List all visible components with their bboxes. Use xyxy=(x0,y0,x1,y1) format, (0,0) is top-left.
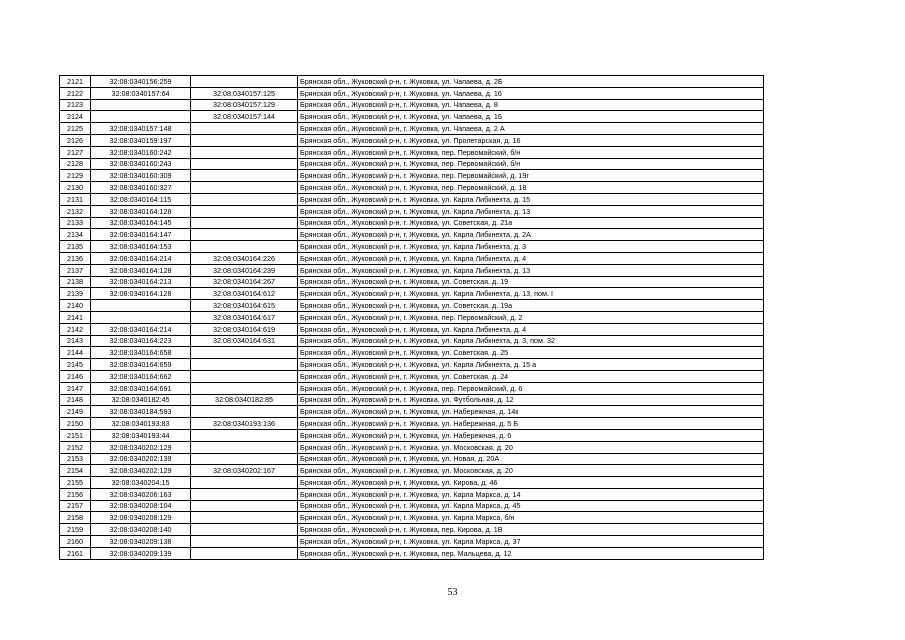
table-row xyxy=(60,99,764,111)
cadastral-number-cell: 32:08:0340160:309 xyxy=(91,170,191,182)
table-row xyxy=(60,123,764,135)
cadastral-number-cell: 32:08:0340164:213 xyxy=(91,276,191,288)
address-cell: Брянская обл., Жуковский р-н, г. Жуковка, ул. Карла Маркса, д. 14 xyxy=(298,488,764,500)
linked-cadastral-number-cell xyxy=(191,382,298,394)
table-row xyxy=(60,347,764,359)
address-cell: Брянская обл., Жуковский р-н, г. Жуковка, ул. Советская, д. 25 xyxy=(298,347,764,359)
row-number-cell: 2143 xyxy=(60,335,91,347)
table-row xyxy=(60,536,764,548)
address-cell: Брянская обл., Жуковский р-н, г. Жуковка, пер. Первомайский, б/н xyxy=(298,158,764,170)
address-cell: Брянская обл., Жуковский р-н, г. Жуковка, ул. Карла Либкнехта, д. 15 xyxy=(298,193,764,205)
linked-cadastral-number-cell: 32:08:0340164:631 xyxy=(191,335,298,347)
table-row xyxy=(60,111,764,123)
cadastral-number-cell: 32:08:0340209:139 xyxy=(91,547,191,559)
cadastral-number-cell: 32:08:0340164:214 xyxy=(91,323,191,335)
table-row xyxy=(60,394,764,406)
linked-cadastral-number-cell xyxy=(191,158,298,170)
linked-cadastral-number-cell xyxy=(191,477,298,489)
cadastral-number-cell: 32:08:0340164:691 xyxy=(91,382,191,394)
row-number-cell: 2147 xyxy=(60,382,91,394)
address-cell: Брянская обл., Жуковский р-н, г. Жуковка, ул. Карла Либкнехта, д. 4 xyxy=(298,252,764,264)
linked-cadastral-number-cell xyxy=(191,241,298,253)
table-row xyxy=(60,170,764,182)
address-cell: Брянская обл., Жуковский р-н, г. Жуковка, ул. Чапаева, д. 2Б xyxy=(298,76,764,88)
row-number-cell: 2125 xyxy=(60,123,91,135)
address-cell: Брянская обл., Жуковский р-н, г. Жуковка, ул. Чапаева, д. 2 А xyxy=(298,123,764,135)
address-cell: Брянская обл., Жуковский р-н, г. Жуковка, пер. Первомайский, д. 6 xyxy=(298,382,764,394)
cadastral-number-cell: 32:08:0340159:197 xyxy=(91,134,191,146)
row-number-cell: 2161 xyxy=(60,547,91,559)
linked-cadastral-number-cell xyxy=(191,488,298,500)
table-row xyxy=(60,418,764,430)
row-number-cell: 2134 xyxy=(60,229,91,241)
table-row xyxy=(60,323,764,335)
row-number-cell: 2156 xyxy=(60,488,91,500)
row-number-cell: 2123 xyxy=(60,99,91,111)
linked-cadastral-number-cell xyxy=(191,205,298,217)
address-cell: Брянская обл., Жуковский р-н, г. Жуковка, ул. Карла Либкнехта, д. 13 xyxy=(298,264,764,276)
table-row xyxy=(60,217,764,229)
address-cell: Брянская обл., Жуковский р-н, г. Жуковка, ул. Чапаева, д. 16 xyxy=(298,87,764,99)
address-cell: Брянская обл., Жуковский р-н, г. Жуковка, ул. Карла Либкнехта, д. 3, пом. 32 xyxy=(298,335,764,347)
row-number-cell: 2149 xyxy=(60,406,91,418)
row-number-cell: 2126 xyxy=(60,134,91,146)
table-row xyxy=(60,500,764,512)
row-number-cell: 2159 xyxy=(60,524,91,536)
cadastral-number-cell: 32:08:0340164:145 xyxy=(91,217,191,229)
cadastral-number-cell: 32:08:0340193:83 xyxy=(91,418,191,430)
linked-cadastral-number-cell xyxy=(191,441,298,453)
cadastral-number-cell: 32:08:0340164:658 xyxy=(91,347,191,359)
cadastral-number-cell: 32:08:0340164:153 xyxy=(91,241,191,253)
cadastral-number-cell: 32:08:0340160:327 xyxy=(91,182,191,194)
address-cell: Брянская обл., Жуковский р-н, г. Жуковка, ул. Футбольная, д. 12 xyxy=(298,394,764,406)
linked-cadastral-number-cell: 32:08:0340202:167 xyxy=(191,465,298,477)
cadastral-number-cell: 32:08:0340164:115 xyxy=(91,193,191,205)
linked-cadastral-number-cell: 32:08:0340157:125 xyxy=(191,87,298,99)
address-cell: Брянская обл., Жуковский р-н, г. Жуковка, ул. Чапаева, д. 16 xyxy=(298,111,764,123)
linked-cadastral-number-cell xyxy=(191,536,298,548)
linked-cadastral-number-cell: 32:08:0340164:267 xyxy=(191,276,298,288)
cadastral-number-cell xyxy=(91,311,191,323)
row-number-cell: 2160 xyxy=(60,536,91,548)
linked-cadastral-number-cell xyxy=(191,146,298,158)
address-cell: Брянская обл., Жуковский р-н, г. Жуковка, ул. Карла Либкнехта, д. 4 xyxy=(298,323,764,335)
cadastral-number-cell: 32:08:0340204:15 xyxy=(91,477,191,489)
cadastral-number-cell: 32:08:0340208:129 xyxy=(91,512,191,524)
address-cell: Брянская обл., Жуковский р-н, г. Жуковка, ул. Пролетарская, д. 16 xyxy=(298,134,764,146)
cadastral-number-cell: 32:08:0340209:138 xyxy=(91,536,191,548)
row-number-cell: 2144 xyxy=(60,347,91,359)
row-number-cell: 2132 xyxy=(60,205,91,217)
row-number-cell: 2124 xyxy=(60,111,91,123)
table-row xyxy=(60,465,764,477)
cadastral-number-cell: 32:08:0340182:45 xyxy=(91,394,191,406)
linked-cadastral-number-cell xyxy=(191,500,298,512)
table-row xyxy=(60,453,764,465)
cadastral-number-cell: 32:08:0340208:104 xyxy=(91,500,191,512)
table-row xyxy=(60,335,764,347)
cadastral-number-cell: 32:08:0340164:128 xyxy=(91,205,191,217)
table-row xyxy=(60,146,764,158)
cadastral-number-cell: 32:08:0340206:163 xyxy=(91,488,191,500)
linked-cadastral-number-cell xyxy=(191,512,298,524)
row-number-cell: 2138 xyxy=(60,276,91,288)
row-number-cell: 2135 xyxy=(60,241,91,253)
address-cell: Брянская обл., Жуковский р-н, г. Жуковка, пер. Мальцева, д. 12 xyxy=(298,547,764,559)
address-cell: Брянская обл., Жуковский р-н, г. Жуковка, ул. Чапаева, д. 8 xyxy=(298,99,764,111)
row-number-cell: 2128 xyxy=(60,158,91,170)
table-row xyxy=(60,288,764,300)
row-number-cell: 2158 xyxy=(60,512,91,524)
linked-cadastral-number-cell: 32:08:0340157:129 xyxy=(191,99,298,111)
cadastral-number-cell: 32:08:0340202:129 xyxy=(91,441,191,453)
address-cell: Брянская обл., Жуковский р-н, г. Жуковка, пер. Первомайский, д. 18 xyxy=(298,182,764,194)
cadastral-number-cell: 32:08:0340156:259 xyxy=(91,76,191,88)
address-cell: Брянская обл., Жуковский р-н, г. Жуковка, ул. Набережная, д. 14к xyxy=(298,406,764,418)
linked-cadastral-number-cell xyxy=(191,193,298,205)
row-number-cell: 2127 xyxy=(60,146,91,158)
table-row xyxy=(60,406,764,418)
linked-cadastral-number-cell xyxy=(191,170,298,182)
table-row xyxy=(60,547,764,559)
address-cell: Брянская обл., Жуковский р-н, г. Жуковка, пер. Кирова, д. 1В xyxy=(298,524,764,536)
row-number-cell: 2155 xyxy=(60,477,91,489)
row-number-cell: 2137 xyxy=(60,264,91,276)
cadastral-number-cell: 32:08:0340157:64 xyxy=(91,87,191,99)
cadastral-number-cell: 32:08:0340164:662 xyxy=(91,370,191,382)
table-row xyxy=(60,477,764,489)
address-cell: Брянская обл., Жуковский р-н, г. Жуковка, ул. Набережная, д. 6 xyxy=(298,429,764,441)
linked-cadastral-number-cell xyxy=(191,123,298,135)
table-row xyxy=(60,182,764,194)
row-number-cell: 2152 xyxy=(60,441,91,453)
cadastral-number-cell: 32:08:0340193:44 xyxy=(91,429,191,441)
cadastral-number-cell: 32:08:0340164:223 xyxy=(91,335,191,347)
address-cell: Брянская обл., Жуковский р-н, г. Жуковка, пер. Первомайский, б/н xyxy=(298,146,764,158)
table-row xyxy=(60,87,764,99)
cadastral-number-cell xyxy=(91,300,191,312)
row-number-cell: 2148 xyxy=(60,394,91,406)
linked-cadastral-number-cell: 32:08:0340182:85 xyxy=(191,394,298,406)
table-row xyxy=(60,193,764,205)
address-cell: Брянская обл., Жуковский р-н, г. Жуковка, ул. Карла Маркса, д. 45 xyxy=(298,500,764,512)
linked-cadastral-number-cell: 32:08:0340157:144 xyxy=(191,111,298,123)
linked-cadastral-number-cell xyxy=(191,182,298,194)
table-row xyxy=(60,158,764,170)
page-number: 53 xyxy=(447,587,458,598)
row-number-cell: 2146 xyxy=(60,370,91,382)
linked-cadastral-number-cell: 32:08:0340164:239 xyxy=(191,264,298,276)
row-number-cell: 2157 xyxy=(60,500,91,512)
table-row xyxy=(60,241,764,253)
cadastral-number-cell: 32:08:0340164:147 xyxy=(91,229,191,241)
linked-cadastral-number-cell xyxy=(191,76,298,88)
linked-cadastral-number-cell xyxy=(191,370,298,382)
address-cell: Брянская обл., Жуковский р-н, г. Жуковка, ул. Карла Либкнехта, д. 15 а xyxy=(298,359,764,371)
linked-cadastral-number-cell xyxy=(191,547,298,559)
table-row xyxy=(60,276,764,288)
table-row xyxy=(60,134,764,146)
row-number-cell: 2153 xyxy=(60,453,91,465)
address-cell: Брянская обл., Жуковский р-н, г. Жуковка, пер. Первомайский, д. 2 xyxy=(298,311,764,323)
linked-cadastral-number-cell: 32:08:0340164:619 xyxy=(191,323,298,335)
table-row xyxy=(60,524,764,536)
cadastral-number-cell: 32:08:0340160:243 xyxy=(91,158,191,170)
address-cell: Брянская обл., Жуковский р-н, г. Жуковка, ул. Карла Либкнехта, д. 2А xyxy=(298,229,764,241)
row-number-cell: 2140 xyxy=(60,300,91,312)
linked-cadastral-number-cell: 32:08:0340164:612 xyxy=(191,288,298,300)
table-row xyxy=(60,488,764,500)
table-row xyxy=(60,512,764,524)
cadastral-number-cell: 32:08:0340160:242 xyxy=(91,146,191,158)
cadastral-number-cell: 32:08:0340184:593 xyxy=(91,406,191,418)
row-number-cell: 2122 xyxy=(60,87,91,99)
cadastral-number-cell: 32:08:0340164:128 xyxy=(91,288,191,300)
table-row xyxy=(60,229,764,241)
linked-cadastral-number-cell xyxy=(191,406,298,418)
table-row xyxy=(60,370,764,382)
row-number-cell: 2141 xyxy=(60,311,91,323)
address-cell: Брянская обл., Жуковский р-н, г. Жуковка, ул. Советская, д. 19а xyxy=(298,300,764,312)
address-cell: Брянская обл., Жуковский р-н, г. Жуковка, ул. Карла Либкнехта, д. 3 xyxy=(298,241,764,253)
address-cell: Брянская обл., Жуковский р-н, г. Жуковка, ул. Советская, д. 21а xyxy=(298,217,764,229)
row-number-cell: 2131 xyxy=(60,193,91,205)
cadastral-number-cell: 32:08:0340164:214 xyxy=(91,252,191,264)
address-cell: Брянская обл., Жуковский р-н, г. Жуковка, ул. Карла Маркса, д. 37 xyxy=(298,536,764,548)
row-number-cell: 2139 xyxy=(60,288,91,300)
property-registry-table xyxy=(59,75,764,560)
table-row xyxy=(60,382,764,394)
table-row xyxy=(60,300,764,312)
row-number-cell: 2136 xyxy=(60,252,91,264)
table-row xyxy=(60,252,764,264)
linked-cadastral-number-cell xyxy=(191,134,298,146)
address-cell: Брянская обл., Жуковский р-н, г. Жуковка, пер. Первомайский, д. 19г xyxy=(298,170,764,182)
cadastral-number-cell xyxy=(91,99,191,111)
linked-cadastral-number-cell xyxy=(191,217,298,229)
linked-cadastral-number-cell xyxy=(191,524,298,536)
address-cell: Брянская обл., Жуковский р-н, г. Жуковка, ул. Карла Либкнехта, д. 13 xyxy=(298,205,764,217)
row-number-cell: 2130 xyxy=(60,182,91,194)
row-number-cell: 2129 xyxy=(60,170,91,182)
table-row xyxy=(60,205,764,217)
table-row xyxy=(60,359,764,371)
linked-cadastral-number-cell xyxy=(191,229,298,241)
linked-cadastral-number-cell: 32:08:0340164:615 xyxy=(191,300,298,312)
table-row xyxy=(60,311,764,323)
address-cell: Брянская обл., Жуковский р-н, г. Жуковка, ул. Кирова, д. 46 xyxy=(298,477,764,489)
cadastral-number-cell: 32:08:0340208:140 xyxy=(91,524,191,536)
row-number-cell: 2133 xyxy=(60,217,91,229)
row-number-cell: 2154 xyxy=(60,465,91,477)
linked-cadastral-number-cell: 32:08:0340193:136 xyxy=(191,418,298,430)
address-cell: Брянская обл., Жуковский р-н, г. Жуковка, ул. Набережная, д. 5 Б xyxy=(298,418,764,430)
linked-cadastral-number-cell: 32:08:0340164:617 xyxy=(191,311,298,323)
table-row xyxy=(60,264,764,276)
cadastral-number-cell xyxy=(91,111,191,123)
row-number-cell: 2151 xyxy=(60,429,91,441)
linked-cadastral-number-cell xyxy=(191,359,298,371)
cadastral-number-cell: 32:08:0340164:659 xyxy=(91,359,191,371)
row-number-cell: 2150 xyxy=(60,418,91,430)
row-number-cell: 2142 xyxy=(60,323,91,335)
linked-cadastral-number-cell xyxy=(191,347,298,359)
address-cell: Брянская обл., Жуковский р-н, г. Жуковка, ул. Советская, д. 24 xyxy=(298,370,764,382)
table-row xyxy=(60,76,764,88)
cadastral-number-cell: 32:08:0340202:139 xyxy=(91,453,191,465)
address-cell: Брянская обл., Жуковский р-н, г. Жуковка, ул. Новая, д. 20А xyxy=(298,453,764,465)
cadastral-number-cell: 32:08:0340202:129 xyxy=(91,465,191,477)
row-number-cell: 2145 xyxy=(60,359,91,371)
address-cell: Брянская обл., Жуковский р-н, г. Жуковка, ул. Московская, д. 20 xyxy=(298,465,764,477)
linked-cadastral-number-cell: 32:08:0340164:226 xyxy=(191,252,298,264)
row-number-cell: 2121 xyxy=(60,76,91,88)
address-cell: Брянская обл., Жуковский р-н, г. Жуковка, ул. Советская, д. 19 xyxy=(298,276,764,288)
linked-cadastral-number-cell xyxy=(191,429,298,441)
table-row xyxy=(60,441,764,453)
linked-cadastral-number-cell xyxy=(191,453,298,465)
cadastral-number-cell: 32:08:0340157:148 xyxy=(91,123,191,135)
address-cell: Брянская обл., Жуковский р-н, г. Жуковка, ул. Карла Маркса, б/н xyxy=(298,512,764,524)
table-body xyxy=(60,76,764,560)
address-cell: Брянская обл., Жуковский р-н, г. Жуковка, ул. Московская, д. 20 xyxy=(298,441,764,453)
address-cell: Брянская обл., Жуковский р-н, г. Жуковка, ул. Карла Либкнехта, д. 13, пом. I xyxy=(298,288,764,300)
table-row xyxy=(60,429,764,441)
cadastral-number-cell: 32:08:0340164:128 xyxy=(91,264,191,276)
